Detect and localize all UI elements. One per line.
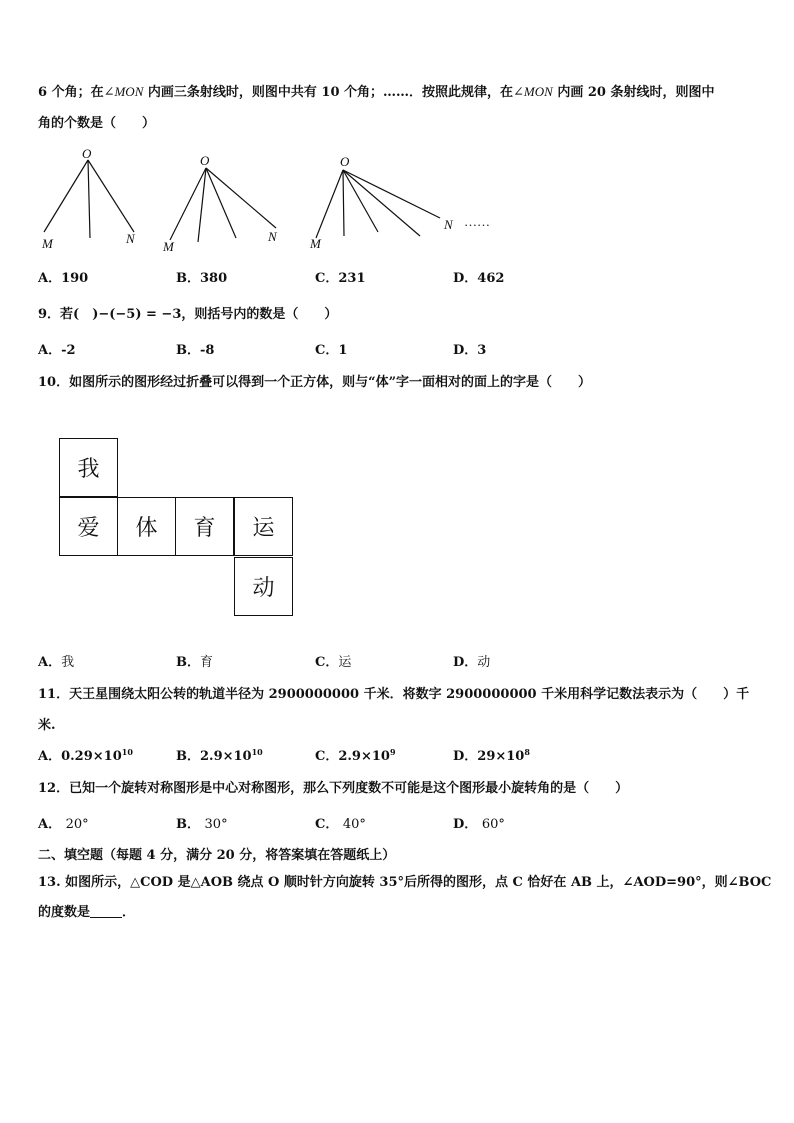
fig2-label-n: N [268, 229, 277, 244]
fig3-label-o: O [340, 154, 350, 169]
fig2-ray-2 [206, 168, 236, 238]
q9-option-d[interactable]: D．3 [453, 343, 487, 358]
q8-option-d[interactable]: D．462 [453, 271, 505, 286]
net-cell-dong: 动 [234, 557, 293, 616]
q8-angle-mon-2: ∠MON [513, 84, 553, 99]
q8-line1 [38, 84, 714, 101]
fig2-ray-on [206, 168, 276, 228]
q10-option-c[interactable]: C．运 [315, 655, 352, 670]
q13-answer-blank[interactable] [90, 905, 122, 918]
q8-option-b[interactable]: B．380 [176, 271, 228, 286]
fig1-label-m: M [42, 236, 53, 251]
fig2-label-m: M [163, 239, 174, 254]
fig2-label-o: O [200, 153, 210, 168]
q12-option-a[interactable]: A． 20° [38, 817, 89, 832]
q11-line1: 11．天王星围绕太阳公转的轨道半径为 2900000000 千米．将数字 2900000000 千米用科学记数法表示为（ ）千 [38, 687, 750, 702]
q11-option-d[interactable]: D．$29\times 10^8$ [453, 747, 530, 764]
q10-option-a[interactable]: A．我 [38, 655, 75, 670]
q8-angle-mon-1: ∠MON [103, 84, 144, 99]
fig2-ray-om [170, 168, 206, 240]
fig1-label-n: N [126, 231, 135, 246]
q12-option-c[interactable]: C． 40° [315, 817, 366, 832]
fig1-ray-on [88, 160, 134, 232]
fig3-label-n: N [444, 217, 453, 232]
q13-line2: 的度数是 ． [38, 905, 136, 920]
q8-option-c[interactable]: C．231 [315, 271, 366, 286]
q8-line2: 角的个数是（ ） [38, 116, 156, 131]
q9-stem [38, 307, 337, 323]
fig3-ray-1 [343, 170, 344, 236]
q11-option-c[interactable]: C．$2.9\times 10^9$ [315, 747, 396, 764]
q10-stem: 10．如图所示的图形经过折叠可以得到一个正方体，则与“体”字一面相对的面上的字是（ ） [38, 375, 592, 390]
q12-option-b[interactable]: B． 30° [176, 817, 228, 832]
net-cell-ti: 体 [117, 497, 176, 556]
q13-line1: 13. 如图所示，△COD 是△AOB 绕点 O 顺时针方向旋转 35°后所得的图形，点 C 恰好在 AB 上，∠AOD=90°，则∠BOC [38, 875, 772, 890]
q8-text-a: 6 个角；在 [38, 85, 104, 100]
q8-text-c: 内画 20 条射线时，则图中 [552, 85, 715, 100]
q9-question: ，则括号内的数是（ ） [181, 307, 338, 322]
q10-option-b[interactable]: B．育 [176, 655, 214, 670]
q11-option-a[interactable]: A．$0.29\times 10^{10}$ [38, 747, 133, 764]
net-cell-yun: 运 [234, 497, 293, 556]
net-cell-wo: 我 [59, 438, 118, 497]
q10-option-d[interactable]: D．动 [453, 655, 491, 670]
q12-stem: 12．已知一个旋转对称图形是中心对称图形，那么下列度数不可能是这个图形最小旋转角的是（ ） [38, 781, 629, 796]
net-cell-ai: 爱 [59, 497, 118, 556]
section-title: 二、填空题（每题 4 分，满分 20 分，将答案填在答题纸上） [38, 848, 396, 863]
fig3-ray-om [316, 170, 343, 238]
fig2-ray-1 [198, 168, 206, 242]
fig1-label-o: O [82, 146, 92, 161]
q9-equation: 9．若( )−(−5) = −3 [38, 307, 182, 322]
q11-line2: 米. [38, 718, 56, 733]
fig3-label-m: M [310, 236, 321, 251]
net-cell-yu: 育 [175, 497, 234, 556]
q9-option-b[interactable]: B．-8 [176, 343, 215, 358]
q9-option-a[interactable]: A．-2 [38, 343, 76, 358]
q8-rays-figure [0, 140, 794, 260]
fig3-dots: …… [464, 214, 490, 229]
q9-option-c[interactable]: C．1 [315, 343, 348, 358]
q11-option-b[interactable]: B．$2.9\times 10^{10}$ [176, 747, 263, 764]
q12-option-d[interactable]: D． 60° [453, 817, 505, 832]
q8-option-a[interactable]: A．190 [38, 271, 89, 286]
fig1-ray-om [44, 160, 88, 232]
q13-text: 的度数是 [38, 905, 91, 920]
q8-text-b: 内画三条射线时，则图中共有 10 个角；……．按照此规律，在 [143, 85, 514, 100]
fig1-ray-mid [88, 160, 90, 238]
